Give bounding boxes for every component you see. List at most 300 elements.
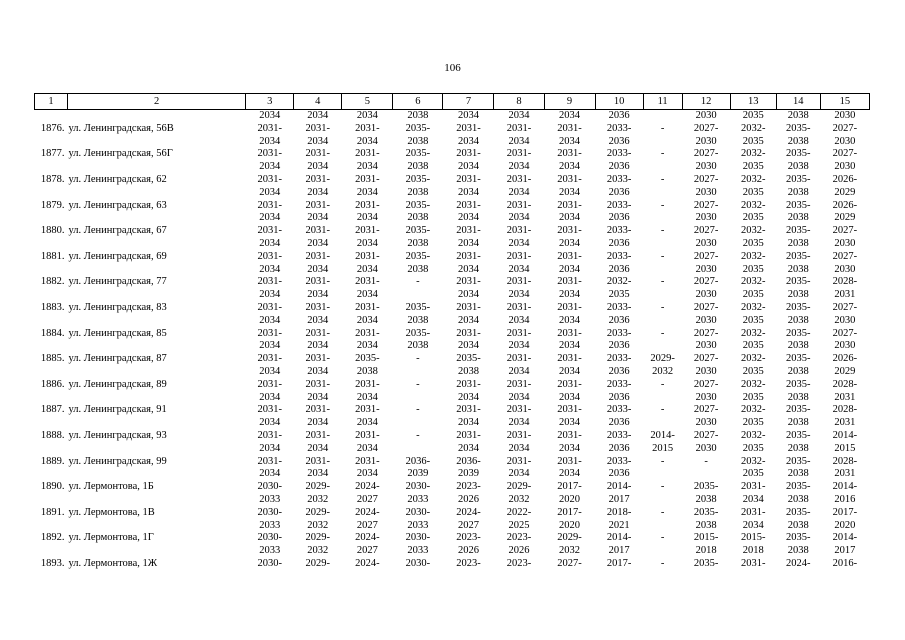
start-year: 2014-: [832, 481, 858, 493]
end-year: 2034: [307, 340, 329, 352]
table-row: [35, 481, 870, 507]
row-number: 1891.: [40, 506, 65, 518]
end-year: 2025: [508, 519, 530, 531]
end-year: [342, 571, 393, 584]
year-range-cell: [643, 302, 682, 328]
year-range-cell: [776, 123, 820, 149]
start-year: 2031-: [557, 148, 582, 160]
end-year: [643, 212, 682, 225]
start-year: 2031-: [257, 429, 282, 441]
year-range-cell: [393, 123, 443, 149]
end-year: 2027: [356, 519, 378, 531]
year-range-cell: [393, 148, 443, 174]
table-cell: 2036: [608, 110, 630, 121]
start-year: 2030-: [257, 481, 282, 493]
end-year: 2026: [457, 545, 479, 557]
year-range-cell: [643, 456, 682, 482]
start-year: 2031-: [305, 353, 331, 365]
start-year: 2031-: [355, 122, 380, 134]
start-year: 2035-: [786, 481, 811, 493]
year-range-cell: [682, 174, 730, 200]
year-range-cell: [443, 558, 494, 584]
start-year: 2031-: [257, 404, 282, 416]
end-year: 2034: [457, 212, 479, 224]
year-range-cell: [246, 200, 294, 226]
start-year: 2024-: [786, 557, 811, 569]
end-year: 2035: [742, 161, 764, 173]
start-year: -: [416, 404, 420, 416]
year-range-cell: [643, 481, 682, 507]
end-year: 2034: [508, 314, 530, 326]
year-range-cell: [544, 302, 595, 328]
end-year: 2038: [407, 212, 429, 224]
start-year: 2031-: [557, 353, 582, 365]
start-year: -: [416, 378, 420, 390]
end-year: [643, 315, 682, 328]
year-range-cell: [544, 430, 595, 456]
end-year: 2035: [742, 212, 764, 224]
end-year: 2032: [307, 493, 329, 505]
table-row: [35, 353, 870, 379]
start-year: 2017-: [832, 506, 858, 518]
year-range-cell: [730, 532, 776, 558]
start-year: 2031-: [506, 148, 532, 160]
start-year: 2031-: [257, 353, 282, 365]
year-range-cell: [494, 404, 544, 430]
header-row: [35, 94, 870, 110]
end-year: 2036: [608, 365, 630, 377]
year-range-cell: [776, 200, 820, 226]
end-year: 2030: [695, 340, 717, 352]
start-year: 2033-: [606, 429, 632, 441]
year-range-cell: [393, 353, 443, 379]
year-range-cell: [820, 430, 869, 456]
start-year: 2031-: [257, 173, 282, 185]
start-year: 2035-: [786, 199, 811, 211]
end-year: 2030: [834, 237, 856, 249]
end-year: [643, 136, 682, 149]
start-year: 2031-: [740, 557, 766, 569]
year-range-cell: [682, 456, 730, 482]
end-year: 2033: [407, 493, 429, 505]
start-year: 2031-: [506, 225, 532, 237]
start-year: 2031-: [557, 327, 582, 339]
street-address: ул. Ленинградская, 83: [68, 301, 167, 313]
end-year: 2036: [608, 314, 630, 326]
table-row: [35, 328, 870, 354]
year-range-cell: [643, 148, 682, 174]
end-year: 2034: [356, 237, 378, 249]
end-year: 2034: [508, 212, 530, 224]
year-range-cell: [776, 251, 820, 277]
end-year: 2034: [508, 340, 530, 352]
end-year: 2034: [457, 417, 479, 429]
end-year: 2038: [407, 263, 429, 275]
start-year: 2031-: [506, 276, 532, 288]
year-range-cell: [294, 456, 342, 482]
year-range-cell: [776, 148, 820, 174]
start-year: 2027-: [693, 225, 719, 237]
end-year: 2034: [356, 391, 378, 403]
year-range-cell: [246, 251, 294, 277]
table-cell: 2034: [356, 110, 378, 121]
end-year: 2030: [695, 263, 717, 275]
end-year: 2015: [652, 442, 674, 454]
row-number: 1893.: [40, 557, 65, 569]
start-year: 2031-: [305, 276, 331, 288]
year-range-cell: [443, 225, 494, 251]
end-year: 2038: [787, 135, 809, 147]
start-year: 2033-: [606, 122, 632, 134]
start-year: 2035-: [786, 327, 811, 339]
year-range-cell: [776, 379, 820, 405]
start-year: 2033-: [606, 199, 632, 211]
start-year: 2027-: [832, 148, 858, 160]
start-year: -: [416, 276, 420, 288]
year-range-cell: [730, 276, 776, 302]
year-range-cell: [443, 276, 494, 302]
end-year: 2034: [259, 417, 281, 429]
start-year: 2026-: [832, 199, 858, 211]
start-year: 2031-: [305, 148, 331, 160]
end-year: 2034: [356, 161, 378, 173]
year-range-cell: [393, 328, 443, 354]
end-year: 2031: [834, 289, 856, 301]
start-year: 2028-: [832, 455, 858, 467]
year-range-cell: [730, 148, 776, 174]
year-range-cell: [494, 558, 544, 584]
end-year: 2030: [834, 135, 856, 147]
year-range-cell: [393, 481, 443, 507]
end-year: 2034: [508, 263, 530, 275]
year-range-cell: [595, 558, 643, 584]
start-year: 2035-: [786, 429, 811, 441]
start-year: 2027-: [693, 378, 719, 390]
start-year: 2029-: [650, 353, 675, 365]
start-year: 2027-: [693, 404, 719, 416]
end-year: 2038: [787, 212, 809, 224]
year-range-cell: [342, 558, 393, 584]
end-year: 2018: [742, 545, 764, 557]
start-year: 2031-: [355, 378, 380, 390]
end-year: 2038: [457, 365, 479, 377]
year-range-cell: [820, 507, 869, 533]
street-address: ул. Ленинградская, 69: [68, 250, 167, 262]
end-year: [643, 417, 682, 430]
start-year: 2031-: [506, 173, 532, 185]
year-range-cell: [494, 353, 544, 379]
start-year: 2031-: [506, 455, 532, 467]
end-year: 2026: [508, 545, 530, 557]
year-range-cell: [246, 404, 294, 430]
start-year: 2031-: [506, 301, 532, 313]
row-address-cell: [35, 302, 246, 328]
year-range-cell: [494, 148, 544, 174]
end-year: [643, 161, 682, 174]
start-year: 2031-: [257, 455, 282, 467]
start-year: 2031-: [506, 353, 532, 365]
year-range-cell: [776, 558, 820, 584]
start-year: 2027-: [832, 122, 858, 134]
year-range-cell: [730, 200, 776, 226]
end-year: [595, 571, 643, 584]
row-address-cell: [35, 558, 246, 584]
year-range-cell: [776, 507, 820, 533]
start-year: 2035-: [405, 122, 431, 134]
row-address-cell: [35, 200, 246, 226]
start-year: 2027-: [693, 429, 719, 441]
year-range-cell: [544, 174, 595, 200]
end-year: [730, 571, 776, 584]
start-year: 2031-: [557, 378, 582, 390]
end-year: 2033: [259, 519, 281, 531]
start-year: -: [416, 429, 420, 441]
end-year: 2038: [407, 237, 429, 249]
start-year: 2024-: [355, 532, 380, 544]
year-range-cell: [682, 481, 730, 507]
street-address: ул. Лермонтова, 1Б: [68, 481, 154, 493]
column-header: 6: [393, 94, 443, 110]
year-range-cell: [730, 481, 776, 507]
year-range-cell: [342, 481, 393, 507]
row-address-cell: [35, 404, 246, 430]
end-year: 2035: [608, 289, 630, 301]
year-range-cell: [682, 225, 730, 251]
year-range-cell: [443, 404, 494, 430]
street-address: ул. Лермонтова, 1Г: [68, 532, 154, 544]
end-year: 2017: [608, 493, 630, 505]
start-year: 2036-: [456, 455, 481, 467]
row-number: 1892.: [40, 532, 65, 544]
start-year: 2027-: [557, 557, 582, 569]
start-year: 2027-: [832, 250, 858, 262]
year-range-cell: [544, 353, 595, 379]
start-year: 2024-: [355, 481, 380, 493]
start-year: 2031-: [305, 327, 331, 339]
year-range-cell: [494, 507, 544, 533]
year-range-cell: [820, 532, 869, 558]
start-year: 2031-: [456, 250, 481, 262]
end-year: 2034: [559, 314, 581, 326]
start-year: 2031-: [257, 250, 282, 262]
start-year: 2027-: [693, 327, 719, 339]
year-range-cell: [246, 353, 294, 379]
end-year: 2034: [559, 237, 581, 249]
start-year: 2031-: [355, 404, 380, 416]
start-year: 2031-: [305, 173, 331, 185]
end-year: 2030: [695, 135, 717, 147]
start-year: 2024-: [355, 506, 380, 518]
row-number: 1876.: [40, 122, 65, 134]
table-row: [35, 276, 870, 302]
start-year: 2029-: [557, 532, 582, 544]
end-year: [494, 571, 544, 584]
start-year: 2031-: [355, 301, 380, 313]
table-cell: 2038: [407, 110, 429, 121]
year-range-cell: [544, 507, 595, 533]
start-year: 2035-: [786, 276, 811, 288]
end-year: [643, 289, 682, 302]
start-year: 2023-: [506, 532, 532, 544]
year-range-cell: [443, 456, 494, 482]
end-year: 2034: [259, 212, 281, 224]
year-range-cell: [393, 200, 443, 226]
year-range-cell: [643, 123, 682, 149]
row-number: 1889.: [40, 455, 65, 467]
year-range-cell: [393, 430, 443, 456]
start-year: 2031-: [557, 250, 582, 262]
start-year: 2032-: [740, 404, 766, 416]
year-range-cell: [294, 123, 342, 149]
end-year: 2032: [508, 493, 530, 505]
street-address: ул. Ленинградская, 63: [68, 199, 167, 211]
start-year: 2023-: [456, 481, 481, 493]
start-year: 2031-: [257, 378, 282, 390]
table-row: [35, 507, 870, 533]
end-year: 2020: [559, 519, 581, 531]
end-year: 2038: [695, 519, 717, 531]
year-range-cell: [544, 558, 595, 584]
year-range-cell: [494, 328, 544, 354]
end-year: 2035: [742, 263, 764, 275]
start-year: 2030-: [405, 481, 431, 493]
start-year: -: [660, 250, 665, 262]
start-year: 2031-: [740, 506, 766, 518]
table-row: [35, 174, 870, 200]
end-year: [643, 187, 682, 200]
end-year: 2034: [356, 468, 378, 480]
start-year: 2031-: [305, 429, 331, 441]
year-range-cell: [294, 276, 342, 302]
row-number: 1886.: [40, 378, 65, 390]
start-year: 2032-: [606, 276, 632, 288]
year-range-cell: [246, 379, 294, 405]
column-header: 4: [294, 94, 342, 110]
start-year: 2029-: [305, 532, 331, 544]
year-range-cell: [682, 200, 730, 226]
start-year: 2027-: [832, 225, 858, 237]
row-address-cell: [35, 456, 246, 482]
street-address: ул. Ленинградская, 77: [68, 276, 167, 288]
end-year: 2034: [559, 263, 581, 275]
start-year: 2032-: [740, 378, 766, 390]
start-year: 2031-: [557, 225, 582, 237]
year-range-cell: [443, 251, 494, 277]
start-year: 2024-: [355, 557, 380, 569]
end-year: 2038: [787, 237, 809, 249]
end-year: 2032: [307, 519, 329, 531]
end-year: 2034: [457, 237, 479, 249]
start-year: 2033-: [606, 404, 632, 416]
row-address-cell: [35, 532, 246, 558]
year-range-cell: [443, 302, 494, 328]
year-range-cell: [342, 225, 393, 251]
year-range-cell: [443, 328, 494, 354]
start-year: -: [660, 506, 665, 518]
start-year: 2031-: [456, 327, 481, 339]
year-range-cell: [682, 430, 730, 456]
year-range-cell: [393, 251, 443, 277]
end-year: 2033: [259, 493, 281, 505]
year-range-cell: [730, 379, 776, 405]
year-range-cell: [342, 404, 393, 430]
column-header: 1: [35, 94, 68, 110]
end-year: 2034: [457, 263, 479, 275]
year-range-cell: [544, 251, 595, 277]
year-range-cell: [443, 507, 494, 533]
end-year: 2029: [834, 365, 856, 377]
year-range-cell: [544, 276, 595, 302]
end-year: [393, 392, 443, 405]
end-year: 2032: [307, 545, 329, 557]
end-year: 2034: [559, 186, 581, 198]
start-year: 2035-: [786, 301, 811, 313]
year-range-cell: [776, 225, 820, 251]
year-range-cell: [820, 200, 869, 226]
row-number: 1883.: [40, 301, 65, 313]
start-year: 2031-: [456, 429, 481, 441]
row-address-cell: [35, 251, 246, 277]
year-range-cell: [643, 328, 682, 354]
start-year: 2031-: [506, 327, 532, 339]
end-year: 2036: [608, 161, 630, 173]
table-row: [35, 558, 870, 584]
start-year: 2033-: [606, 353, 632, 365]
year-range-cell: [820, 379, 869, 405]
year-range-cell: [595, 353, 643, 379]
year-range-cell: [643, 174, 682, 200]
start-year: 2035-: [405, 148, 431, 160]
end-year: 2030: [695, 365, 717, 377]
end-year: 2038: [787, 314, 809, 326]
table-row: [35, 456, 870, 482]
start-year: 2031-: [355, 327, 380, 339]
table-cell: [643, 110, 682, 123]
end-year: 2034: [356, 186, 378, 198]
year-range-cell: [820, 456, 869, 482]
street-address: ул. Ленинградская, 56В: [68, 122, 174, 134]
street-address: ул. Ленинградская, 85: [68, 327, 167, 339]
end-year: 2035: [742, 365, 764, 377]
start-year: 2027-: [832, 301, 858, 313]
end-year: 2038: [787, 161, 809, 173]
end-year: 2034: [307, 212, 329, 224]
table-row: [35, 225, 870, 251]
start-year: 2031-: [557, 455, 582, 467]
year-range-cell: [820, 148, 869, 174]
year-range-cell: [494, 430, 544, 456]
year-range-cell: [730, 123, 776, 149]
end-year: 2034: [259, 340, 281, 352]
year-range-cell: [342, 430, 393, 456]
table-cell: 2030: [695, 110, 717, 121]
start-year: 2029-: [305, 506, 331, 518]
start-year: 2035-: [786, 532, 811, 544]
year-range-cell: [682, 302, 730, 328]
end-year: 2039: [457, 468, 479, 480]
end-year: 2036: [608, 135, 630, 147]
end-year: 2036: [608, 340, 630, 352]
start-year: 2031-: [305, 122, 331, 134]
start-year: -: [660, 455, 665, 467]
year-range-cell: [820, 481, 869, 507]
start-year: 2032-: [740, 199, 766, 211]
row-number: 1881.: [40, 250, 65, 262]
end-year: 2036: [608, 237, 630, 249]
end-year: 2034: [508, 161, 530, 173]
start-year: 2031-: [557, 429, 582, 441]
row-number: 1890.: [40, 481, 65, 493]
